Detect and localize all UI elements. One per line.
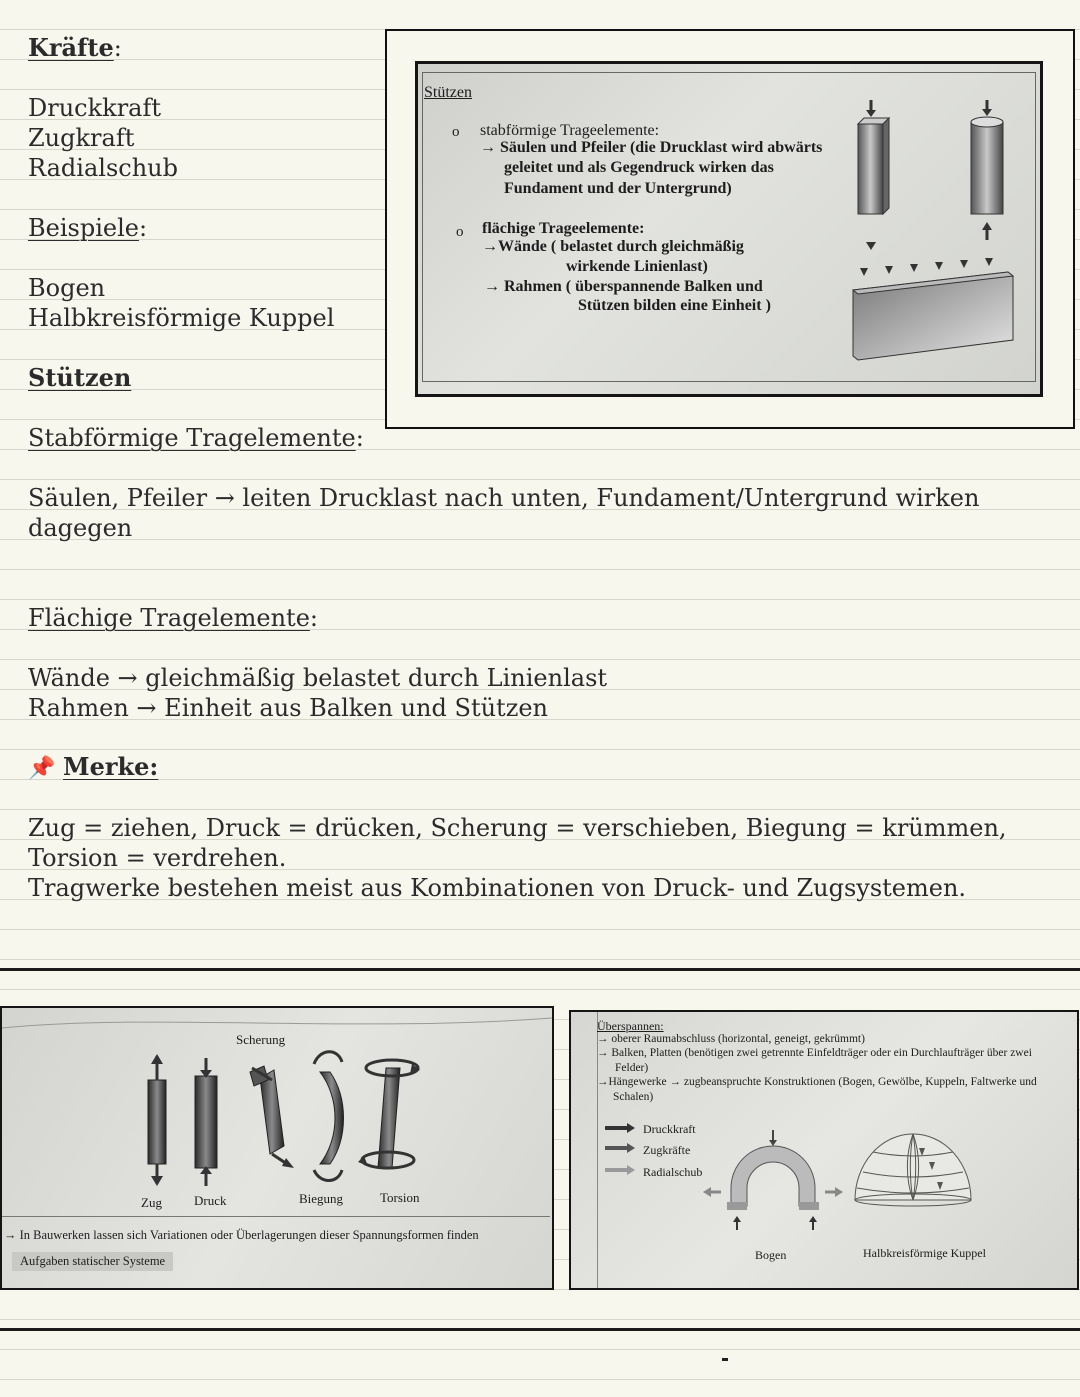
shear-bar	[250, 1066, 294, 1168]
rod-text: Säulen, Pfeiler → leiten Drucklast nach unten, Fundament/Untergrund wirken	[28, 484, 980, 512]
bullet-icon: o	[452, 124, 460, 140]
scan-line: → Säulen und Pfeiler (die Drucklast wird abwärts	[480, 139, 823, 156]
force-item: Zugkraft	[28, 124, 135, 152]
legend-label: Radialschub	[643, 1165, 703, 1179]
spans-line: →Hängewerke → zugbeanspruchte Konstruktionen (Bogen, Gewölbe, Kuppeln, Faltwerke und	[597, 1076, 1037, 1088]
scan-line: Fundament und der Untergrund)	[504, 180, 732, 197]
merke-heading: Merke:	[63, 752, 159, 781]
example-item: Bogen	[28, 274, 106, 302]
bullet-icon: o	[456, 224, 464, 240]
arch-label: Bogen	[755, 1248, 787, 1262]
spans-line: → Balken, Platten (benötigen zwei getrennte Einfeldträger oder ein Durchlaufträger über zwei	[597, 1047, 1032, 1059]
spans-line: Schalen)	[613, 1091, 654, 1103]
force-item: Druckkraft	[28, 94, 162, 122]
flat-heading-line: Flächige Tragelemente:	[28, 604, 318, 632]
scan-title: Stützen	[424, 84, 472, 101]
rod-text: dagegen	[28, 514, 133, 542]
merke-line: Torsion = verdrehen.	[28, 844, 287, 872]
scan-item-title: stabförmige Trageelemente:	[480, 122, 660, 139]
label-biegung: Biegung	[299, 1191, 344, 1206]
tension-bar	[148, 1054, 166, 1186]
scan-line: geleitet und als Gegendruck wirken das	[504, 159, 774, 176]
legend-label: Zugkräfte	[643, 1143, 691, 1157]
arch	[703, 1130, 843, 1230]
stress-footer: → In Bauwerken lassen sich Variationen oder Überlagerungen dieser Spannungsformen finden	[4, 1228, 479, 1242]
examples-heading: Beispiele	[28, 214, 139, 242]
spans-photo	[569, 1010, 1079, 1290]
rod-heading-line: Stabförmige Tragelemente:	[28, 424, 364, 452]
stress-forms-diagram	[2, 1008, 552, 1288]
stress-caption: Aufgaben statischer Systeme	[12, 1252, 173, 1271]
label-torsion: Torsion	[380, 1190, 420, 1205]
force-item: Radialschub	[28, 154, 178, 182]
stress-photo	[0, 1006, 554, 1290]
examples-heading-line: Beispiele:	[28, 214, 148, 242]
forces-heading-line	[28, 33, 122, 63]
merke-heading-line	[28, 752, 158, 784]
scan-line: →Wände ( belastet durch gleichmäßig	[482, 238, 744, 255]
supports-photo	[415, 61, 1043, 397]
flat-line: Wände → gleichmäßig belastet durch Linienlast	[28, 664, 608, 692]
scan-rule	[2, 1216, 550, 1217]
spans-title: Überspannen:	[597, 1019, 664, 1033]
merke-line: Tragwerke bestehen meist aus Kombinationen von Druck- und Zugsystemen.	[28, 874, 967, 902]
label-zug: Zug	[141, 1195, 162, 1210]
dome	[855, 1134, 971, 1206]
spans-line: → oberer Raumabschluss (horizontal, geneigt, gekrümmt)	[597, 1033, 865, 1045]
scan-line: wirkende Linienlast)	[566, 258, 708, 275]
scan-line: Stützen bilden eine Einheit )	[578, 297, 771, 314]
scan-item-title: flächige Trageelemente:	[482, 220, 645, 237]
bending-bar	[314, 1052, 344, 1181]
compression-bar	[195, 1058, 217, 1186]
divider	[0, 1328, 1080, 1331]
forces-colon: :	[113, 34, 122, 62]
supports-heading: Stützen	[28, 363, 132, 392]
label-scherung: Scherung	[236, 1032, 286, 1047]
pushpin-icon: 📌	[28, 756, 56, 781]
forces-heading: Kräfte	[28, 33, 114, 62]
column-wall-diagram	[843, 100, 1033, 362]
legend-label: Druckkraft	[643, 1122, 696, 1136]
label-druck: Druck	[194, 1193, 227, 1208]
divider	[0, 968, 1080, 971]
spans-line: Felder)	[615, 1062, 649, 1074]
ink-dot	[722, 1358, 728, 1361]
page-curve	[2, 1018, 552, 1028]
rod-heading: Stabförmige Tragelemente	[28, 424, 356, 452]
torsion-bar	[358, 1060, 420, 1168]
scan-line: → Rahmen ( überspannende Balken und	[484, 278, 763, 295]
example-item: Halbkreisförmige Kuppel	[28, 304, 335, 332]
flat-heading: Flächige Tragelemente	[28, 604, 310, 632]
legend-arrows	[605, 1123, 635, 1175]
flat-line: Rahmen → Einheit aus Balken und Stützen	[28, 694, 548, 722]
merke-line: Zug = ziehen, Druck = drücken, Scherung = verschieben, Biegung = krümmen,	[28, 814, 1007, 842]
dome-label: Halbkreisförmige Kuppel	[863, 1246, 986, 1260]
